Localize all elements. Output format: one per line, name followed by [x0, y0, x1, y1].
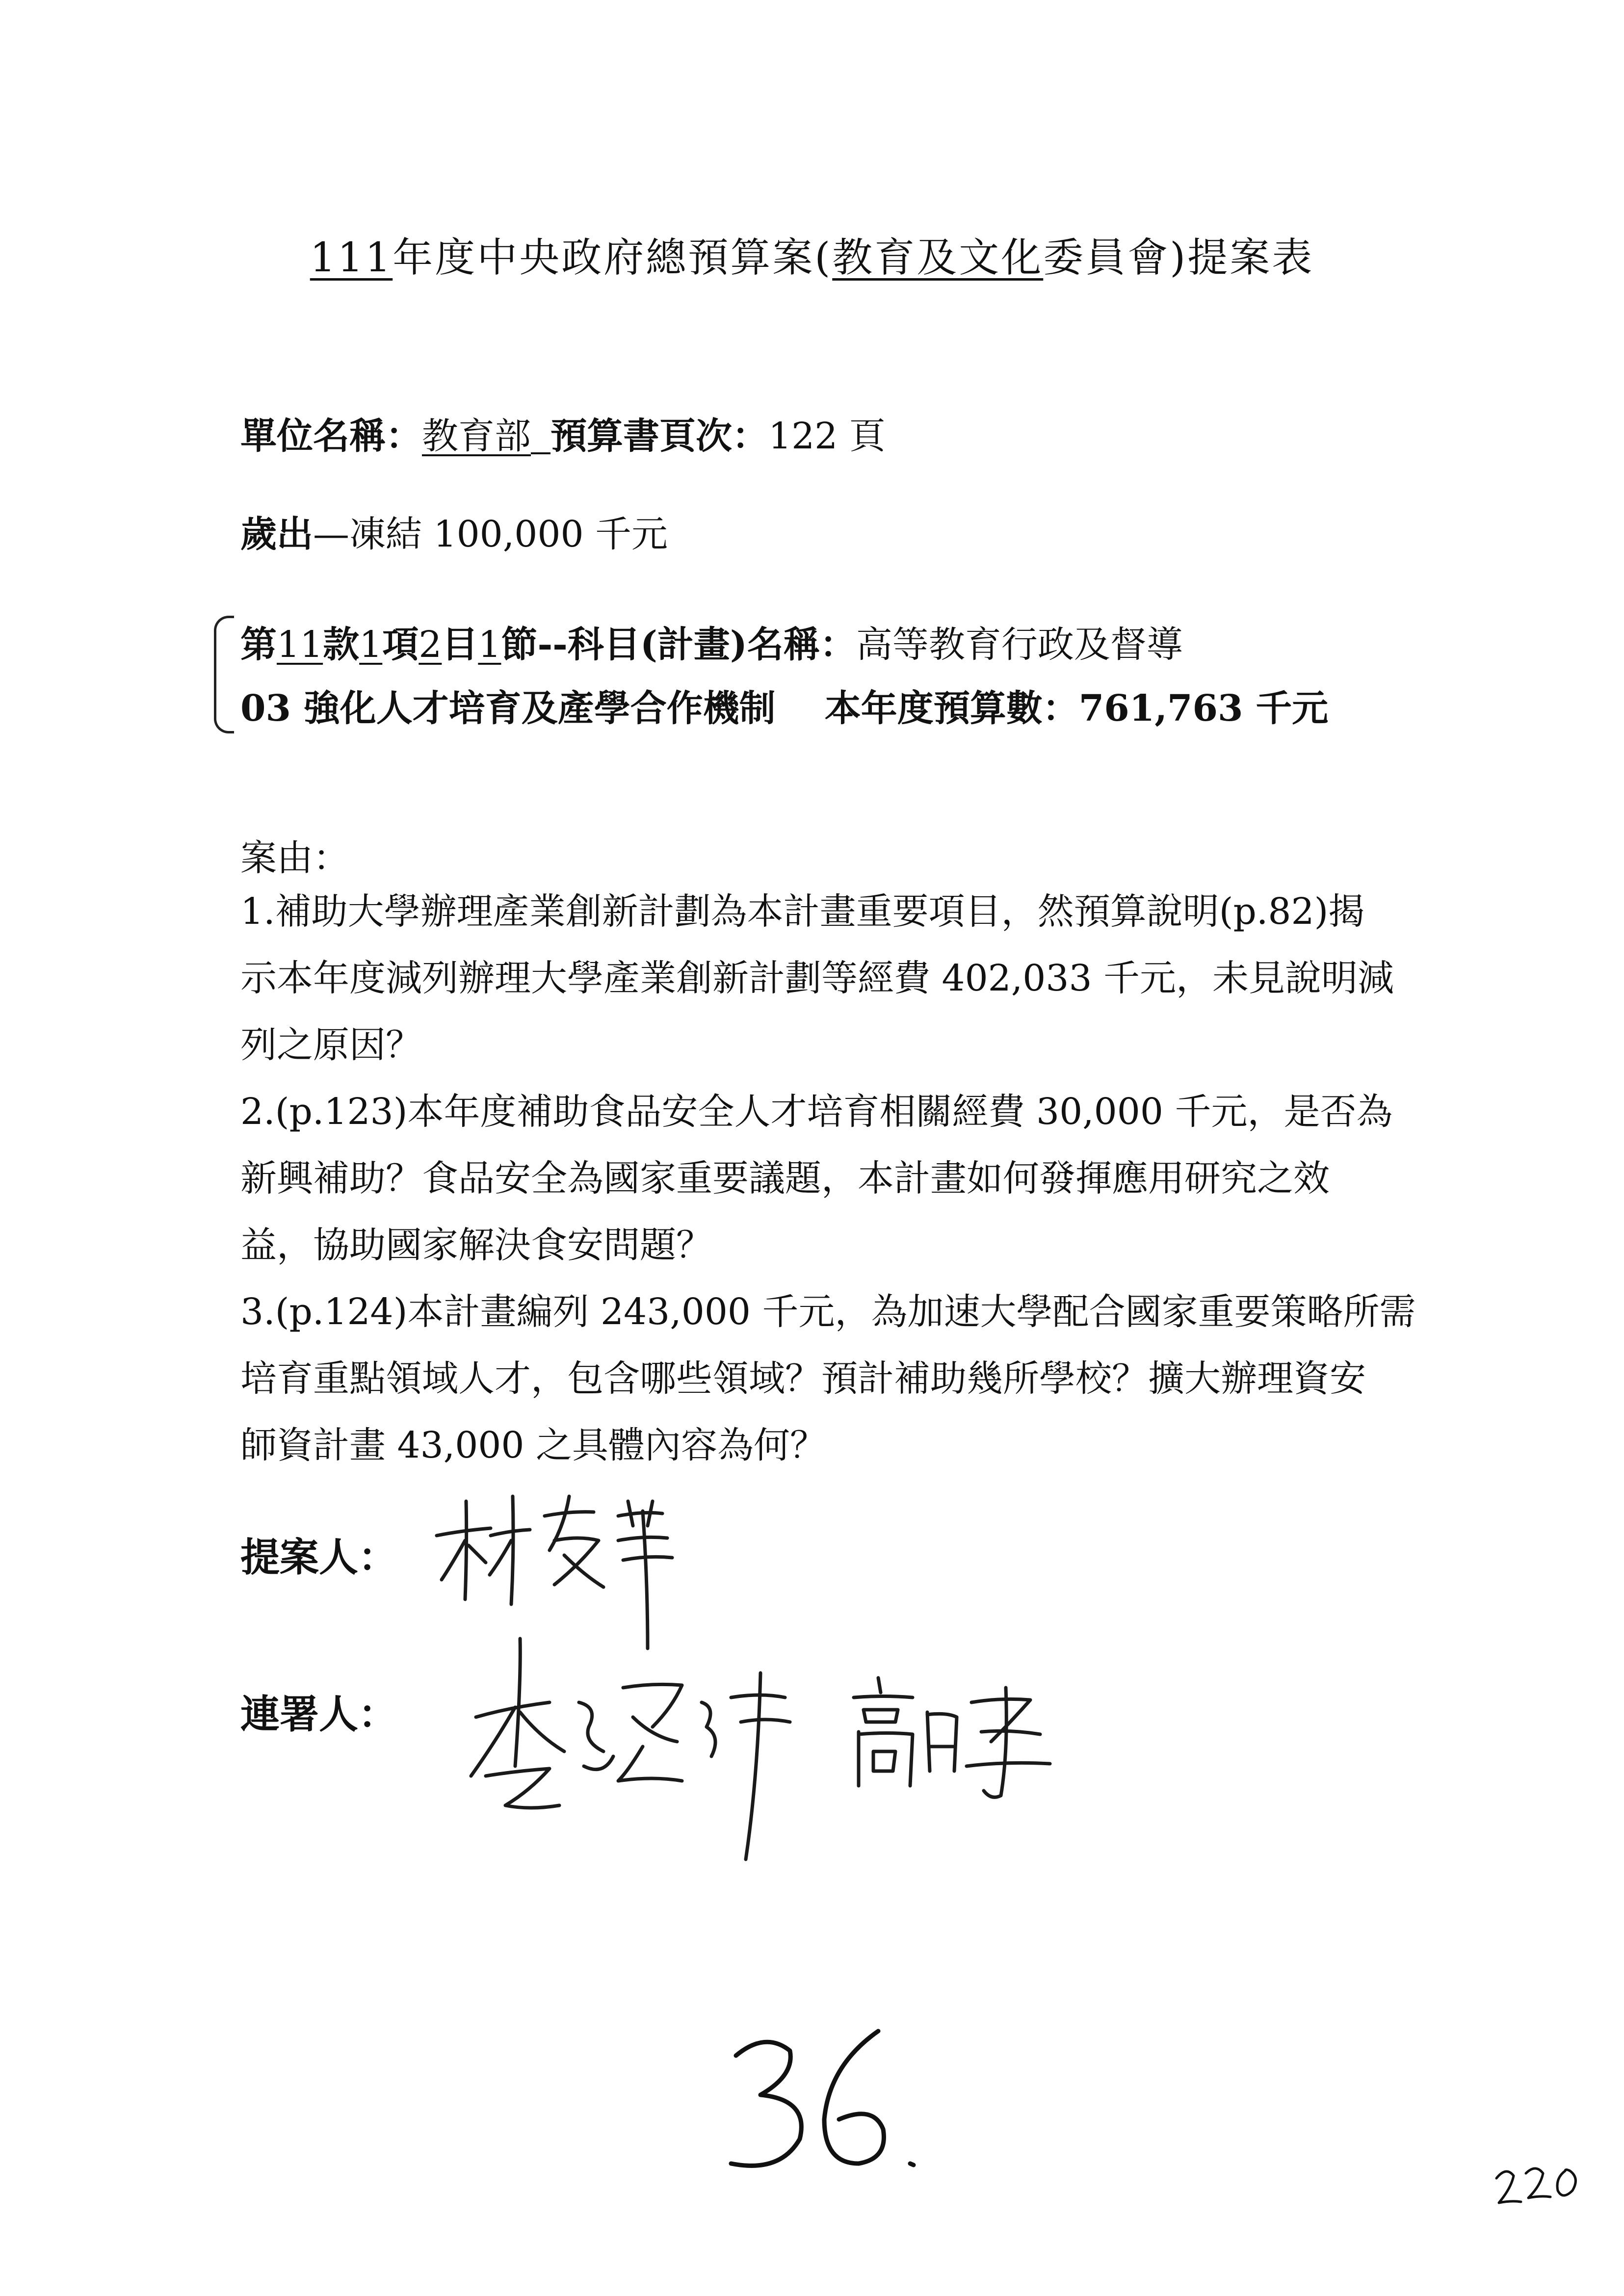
- subject-value: 高等教育行政及督導: [856, 624, 1183, 666]
- reason-line: 3.(p.124)本計畫編列 243,000 千元，為加速大學配合國家重要策略所需: [240, 1291, 1416, 1333]
- unit-label: 單位名稱：: [240, 415, 422, 457]
- reason-line: 師資計畫 43,000 之具體內容為何？: [240, 1424, 826, 1466]
- reason-line: 1.補助大學辦理產業創新計劃為本計畫重要項目，然預算說明(p.82)揭: [240, 890, 1365, 933]
- reason-body: [240, 878, 1438, 1479]
- budget-amount: 本年度預算數：761,763 千元: [824, 687, 1329, 730]
- kuan-value: 11: [277, 624, 323, 666]
- expenditure-text: —凍結 100,000 千元: [313, 513, 668, 555]
- mu-value: 2: [419, 624, 442, 666]
- reason-line: 示本年度減列辦理大學產業創新計劃等經費 402,033 千元，未見說明減: [240, 957, 1394, 999]
- page-title: [0, 226, 1624, 283]
- unit-line: [240, 407, 886, 459]
- reason-label: 案由：: [240, 837, 349, 879]
- proposer-label: 提案人：: [240, 1534, 397, 1580]
- title-mid: 年度中央政府總預算案(: [393, 235, 833, 281]
- cosigner-label: 連署人：: [240, 1691, 397, 1737]
- title-committee: 教育及文化: [832, 235, 1044, 281]
- title-year: 111: [310, 235, 393, 281]
- reason-line: 新興補助？食品安全為國家重要議題，本計畫如何發揮應用研究之效: [240, 1157, 1330, 1200]
- reason-line: 2.(p.123)本年度補助食品安全人才培育相關經費 30,000 千元，是否為: [240, 1091, 1393, 1133]
- page-ref-value: 122 頁: [768, 415, 886, 457]
- reason-line: 列之原因？: [240, 1024, 422, 1066]
- expenditure-line: [240, 505, 668, 557]
- subject-label: 科目(計畫)名稱：: [567, 624, 856, 666]
- title-end: 委員會)提案表: [1043, 235, 1314, 281]
- handwritten-number: [716, 2021, 927, 2183]
- unit-value: 教育部: [422, 415, 531, 457]
- account-bracket: [214, 616, 234, 733]
- reason-line: 益，協助國家解決食安問題？: [240, 1224, 712, 1266]
- page-number: [1492, 2159, 1585, 2218]
- reason-line: 培育重點領域人才，包含哪些領域？預計補助幾所學校？擴大辦理資安: [240, 1357, 1366, 1400]
- cosigner-signature-1: [466, 1629, 800, 1864]
- xiang-value: 1: [359, 624, 383, 666]
- page-ref-label: 預算書頁次：: [550, 415, 768, 457]
- expenditure-label: 歲出: [240, 513, 313, 555]
- jie-value: 1: [478, 624, 501, 666]
- cosigner-signature-2: [844, 1673, 1070, 1800]
- account-line-1: 第11款1項2目1節--科目(計畫)名稱：高等教育行政及督導: [240, 624, 1183, 666]
- account-line-2: [240, 679, 1328, 731]
- plan-name: 03 強化人才培育及產學合作機制: [240, 687, 776, 730]
